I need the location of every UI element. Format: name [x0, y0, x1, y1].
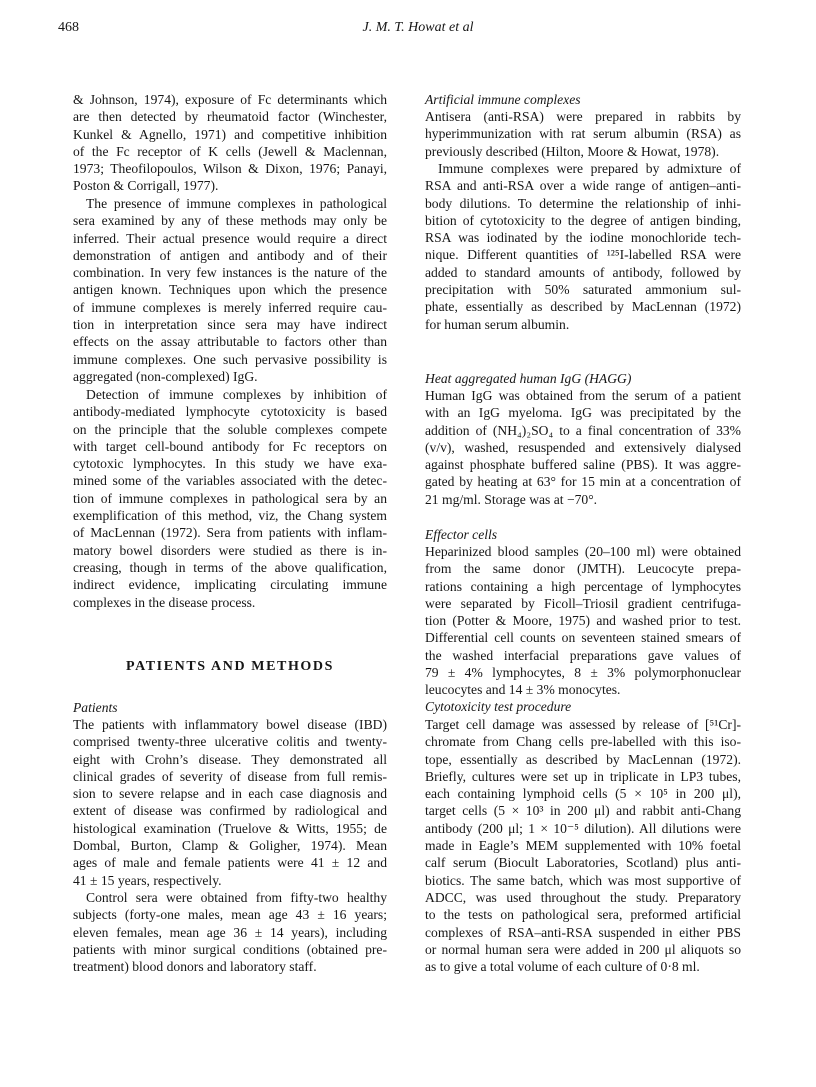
text-line: treatment) blood donors and laboratory staff. — [73, 959, 317, 975]
text-line: antigen known. Techniques upon which the presence — [73, 282, 387, 298]
text-line: rations containing a high percentage of lymphocytes — [425, 578, 741, 594]
text-line: subjects (forty-one males, mean age 43 ± 16 years; — [73, 907, 387, 923]
text-line: extent of disease was confirmed by radiological and — [73, 803, 387, 819]
text-line: made in Eagle’s MEM supplemented with 10% foetal — [425, 838, 741, 854]
text-line: immune complexes. One such pervasive possibility is — [73, 351, 387, 367]
text-line: nique. Different quantities of ¹²⁵I-labelled RSA were — [425, 247, 741, 263]
paragraph — [425, 387, 741, 508]
text-line: added to standard amounts of antibody, followed by — [425, 264, 741, 280]
text-line: body dilutions. To determine the relationship of inhi- — [425, 195, 741, 211]
text-line: of immune complexes is merely inferred require cau- — [73, 299, 387, 315]
paragraph — [73, 195, 387, 385]
text-line: antibody-mediated lymphocyte cytotoxicity is based — [73, 404, 387, 420]
subsection-heading: Cytotoxicity test procedure — [425, 699, 572, 714]
text-line: as to give a total volume of each culture of 0·8 ml. — [425, 959, 700, 975]
text-line: hyperimmunization with rat serum albumin (RSA) as — [425, 126, 741, 142]
text-line: Heparinized blood samples (20–100 ml) were obtained — [425, 544, 741, 559]
text-line: calf serum (Biocult Laboratories, Scotland) plus anti- — [425, 855, 741, 871]
text-line: chromate from Chang cells pre-labelled with this iso- — [425, 734, 741, 750]
text-line: combination. In very few instances is the nature of the — [73, 265, 387, 281]
section-heading: PATIENTS AND METHODS — [125, 659, 335, 674]
text-line: Antisera (anti-RSA) were prepared in rabbits by — [425, 109, 741, 124]
text-line: ADCC, was used throughout the study. Preparatory — [425, 889, 741, 905]
text-line: creasing, though in terms of the above qualification, — [73, 559, 387, 575]
text-line: histological examination (Truelove & Witts, 1955; de — [73, 820, 387, 836]
text-line: 21 mg/ml. Storage was at −70°. — [425, 491, 598, 507]
text-line: indirect evidence, implicating circulating immune — [73, 577, 387, 593]
text-line: leucocytes and 14 ± 3% monocytes. — [425, 682, 621, 698]
text-line: with an IgG myeloma. IgG was precipitated by the — [425, 405, 741, 421]
text-line: with target cell-bound antibody for Fc receptors on — [73, 438, 387, 454]
running-title: J. M. T. Howat et al — [362, 20, 474, 35]
paragraph — [425, 543, 741, 699]
text-line: aggregated (non-complexed) IgG. — [73, 368, 258, 384]
text-line: mined some of the variables associated with the detec- — [73, 473, 387, 489]
subsection-heading: Heat aggregated human IgG (HAGG) — [425, 371, 632, 386]
text-line: on the principle that the soluble complexes compete — [73, 421, 387, 437]
text-line: were separated by Ficoll–Triosil gradient centrifuga- — [425, 595, 741, 611]
text-line: RSA and anti-RSA over a wide range of antigen–anti- — [425, 178, 741, 194]
text-line: eight with Crohn’s disease. They demonstrated all — [73, 751, 387, 767]
page-number: 468 — [58, 20, 79, 35]
text-line: tion (Potter & Moore, 1975) and washed prior to test. — [425, 613, 741, 629]
text-line: the washed interfacial preparations gave values of — [425, 647, 741, 663]
text-line: tope, essentially as described by MacLennan (1972). — [425, 751, 741, 767]
text-line: RSA was iodinated by the iodine monochloride tech- — [425, 230, 741, 246]
text-line: effects on the assay attributable to factors other than — [73, 334, 387, 350]
text-line: (v/v), washed, resuspended and extensively dialysed — [425, 439, 741, 455]
text-line: gated by heating at 63° for 15 min at a concentration of — [425, 474, 741, 490]
paragraph — [425, 108, 741, 160]
text-line: phate, essentially as described by MacLennan (1972) — [425, 299, 741, 315]
text-line: & Johnson, 1974), exposure of Fc determinants which — [73, 92, 387, 107]
subsection-heading: Effector cells — [425, 527, 498, 542]
paragraph — [73, 889, 387, 975]
text-line: to the tests on pathological sera, preformed artificial — [425, 907, 741, 923]
text-line: are then detected by rheumatoid factor (Winchester, — [73, 109, 387, 125]
text-line: tion in interpretation since sera may have indirect — [73, 317, 387, 333]
text-line: against phosphate buffered saline (PBS). It was aggre- — [425, 457, 741, 473]
text-line: complexes of RSA–anti-RSA suspended in either PBS — [425, 924, 741, 940]
text-line: Kunkel & Agnello, 1971) and competitive inhibition — [73, 126, 387, 142]
text-line: biotics. The same batch, which was most supportive of — [425, 872, 741, 888]
text-line: antibody (200 μl; 1 × 10⁻⁵ dilution). All dilutions were — [425, 820, 741, 836]
text-line: addition of (NH₄)₂SO₄ to a final concentration of 33% — [425, 422, 741, 438]
text-line: cytotoxic lymphocytes. In this study we have exa- — [73, 456, 387, 472]
text-line: each containing lymphoid cells (5 × 10⁵ in 200 μl), — [425, 786, 741, 802]
text-line: Differential cell counts on seventeen stained smears of — [425, 630, 741, 646]
subsection-heading: Patients — [73, 700, 118, 715]
subsection-heading: Artificial immune complexes — [425, 92, 581, 107]
text-line: 1973; Theofilopoulos, Wilson & Dixon, 1976; Panayi, — [73, 161, 387, 177]
text-line: bition of cytotoxicity to the degree of antigen binding, — [425, 212, 741, 228]
text-line: The patients with inflammatory bowel disease (IBD) — [73, 717, 387, 732]
text-line: patients with minor surgical conditions (obtained pre- — [73, 941, 387, 957]
paragraph — [425, 160, 741, 333]
text-line: from the same donor (JMTH). Leucocyte prepa- — [425, 561, 741, 577]
text-line: ages of male and female patients were 41 ± 12 and — [73, 855, 387, 871]
paragraph — [73, 716, 387, 889]
text-line: for human serum albumin. — [425, 316, 570, 332]
text-line: Briefly, cultures were set up in triplicate in LP3 tubes, — [425, 768, 741, 784]
text-line: Target cell damage was assessed by release of [⁵¹Cr]- — [425, 717, 741, 732]
text-line: sion to severe relapse and in each case diagnosis and — [73, 786, 387, 802]
text-line: The presence of immune complexes in pathological — [86, 196, 387, 211]
text-line: exemplification of this method, viz, the Chang system — [73, 508, 387, 524]
text-line: Human IgG was obtained from the serum of a patient — [425, 388, 741, 403]
text-line: Immune complexes were prepared by admixture of — [438, 161, 741, 176]
text-line: of MacLennan (1972). Sera from patients with inflam- — [73, 525, 387, 541]
text-line: tion of immune complexes in pathological sera by an — [73, 490, 387, 506]
text-line: or normal human sera were added in 200 μl aliquots so — [425, 941, 741, 957]
text-line: sera examined by any of these methods may only be — [73, 213, 387, 229]
paragraph — [73, 386, 387, 611]
text-line: previously described (Hilton, Moore & Howat, 1978). — [425, 143, 720, 159]
text-line: 41 ± 15 years, respectively. — [73, 872, 222, 888]
text-line: target cells (5 × 10³ in 200 μl) and rabbit anti-Chang — [425, 803, 741, 819]
text-line: Control sera were obtained from fifty-two healthy — [86, 890, 387, 905]
text-line: matory bowel disorders were studied as there is in- — [73, 542, 387, 558]
text-line: Poston & Corrigall, 1977). — [73, 178, 219, 194]
text-line: clinical grades of severity of disease from full remis- — [73, 768, 387, 784]
text-line: eleven females, mean age 36 ± 14 years), including — [73, 924, 387, 940]
text-line: Detection of immune complexes by inhibition of — [86, 387, 387, 402]
text-line: demonstration of antigen and antibody and of their — [73, 247, 387, 263]
paragraph — [73, 91, 387, 195]
text-line: inferred. Their actual presence would require a direct — [73, 230, 387, 246]
text-line: comprised twenty-three ulcerative colitis and twenty- — [73, 734, 387, 750]
text-line: 79 ± 4% lymphocytes, 8 ± 3% polymorphonuclear — [425, 665, 741, 681]
text-line: precipitation with 50% saturated ammonium sul- — [425, 282, 741, 298]
text-line: complexes in the disease process. — [73, 594, 256, 610]
text-line: Dombal, Burton, Clamp & Goligher, 1974). Mean — [73, 838, 387, 854]
text-line: of the Fc receptor of K cells (Jewell & Maclennan, — [73, 143, 387, 159]
paragraph — [425, 716, 741, 975]
